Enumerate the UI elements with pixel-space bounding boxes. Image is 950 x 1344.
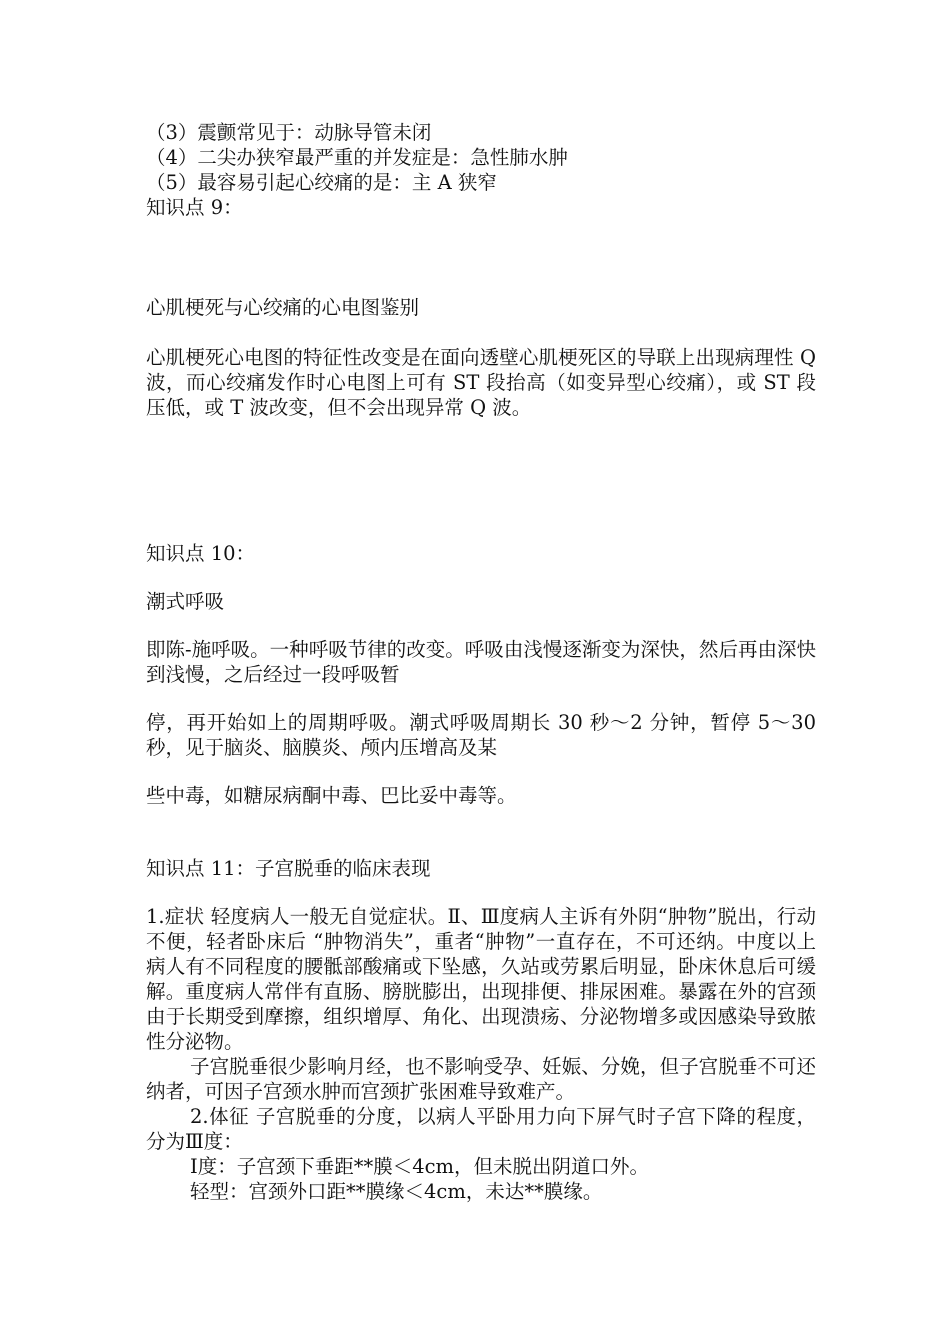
document-page: [146, 120, 816, 1204]
section-9-title: 心肌梗死与心绞痛的心电图鉴别: [146, 296, 420, 319]
section-11-para-5: 轻型：宫颈外口距**膜缘＜4cm，未达**膜缘。: [190, 1180, 603, 1203]
section-11-para-1: 1.症状 轻度病人一般无自觉症状。Ⅱ、Ⅲ度病人主诉有外阴“肿物”脱出，行动不便，轻者卧床后 “肿物消失”，重者“肿物”一直存在，不可还纳。中度以上病人有不同程度的腰骶部酸痛或下坠感，久站或劳累后明显，卧床休息后可缓解。重度病人常伴有直肠、膀胱膨出，出现排便、排尿困难。暴露在外的宫颈由于长期受到摩擦，组织增厚、角化、出现溃疡、分泌物增多或因感染导致脓性分泌物。: [146, 905, 816, 1053]
section-11-para-2: 子宫脱垂很少影响月经，也不影响受孕、妊娠、分娩，但子宫脱垂不可还纳者，可因子宫颈水肿而宫颈扩张困难导致难产。: [146, 1055, 816, 1103]
section-10-title: 潮式呼吸: [146, 590, 225, 613]
section-10-para-1: 即陈-施呼吸。一种呼吸节律的改变。呼吸由浅慢逐渐变为深快，然后再由深快到浅慢，之后经过一段呼吸暂: [146, 638, 816, 686]
section-11-para-4: Ⅰ度：子宫颈下垂距**膜＜4cm，但未脱出阴道口外。: [190, 1155, 650, 1178]
line-tremor: （3）震颤常见于：动脉导管未闭: [146, 121, 432, 144]
knowledge-point-11-heading: 知识点 11：子宫脱垂的临床表现: [146, 857, 431, 880]
line-mitral-stenosis: （4）二尖办狭窄最严重的并发症是：急性肺水肿: [146, 146, 568, 169]
line-angina: （5）最容易引起心绞痛的是：主 A 狭窄: [146, 171, 497, 194]
section-9-body: 心肌梗死心电图的特征性改变是在面向透壁心肌梗死区的导联上出现病理性 Q 波，而心绞痛发作时心电图上可有 ST 段抬高（如变异型心绞痛），或 ST 段压低，或 T 波改变，但不会出现异常 Q 波。: [146, 346, 816, 419]
knowledge-point-9-heading: 知识点 9：: [146, 196, 243, 219]
section-10-para-2: 停，再开始如上的周期呼吸。潮式呼吸周期长 30 秒～2 分钟，暂停 5～30 秒，见于脑炎、脑膜炎、颅内压增高及某: [146, 711, 816, 759]
section-10-para-3: 些中毒，如糖尿病酮中毒、巴比妥中毒等。: [146, 784, 517, 807]
knowledge-point-10-heading: 知识点 10：: [146, 542, 256, 565]
section-11-para-3: 2.体征 子宫脱垂的分度，以病人平卧用力向下屏气时子宫下降的程度，分为Ⅲ度：: [146, 1105, 816, 1153]
